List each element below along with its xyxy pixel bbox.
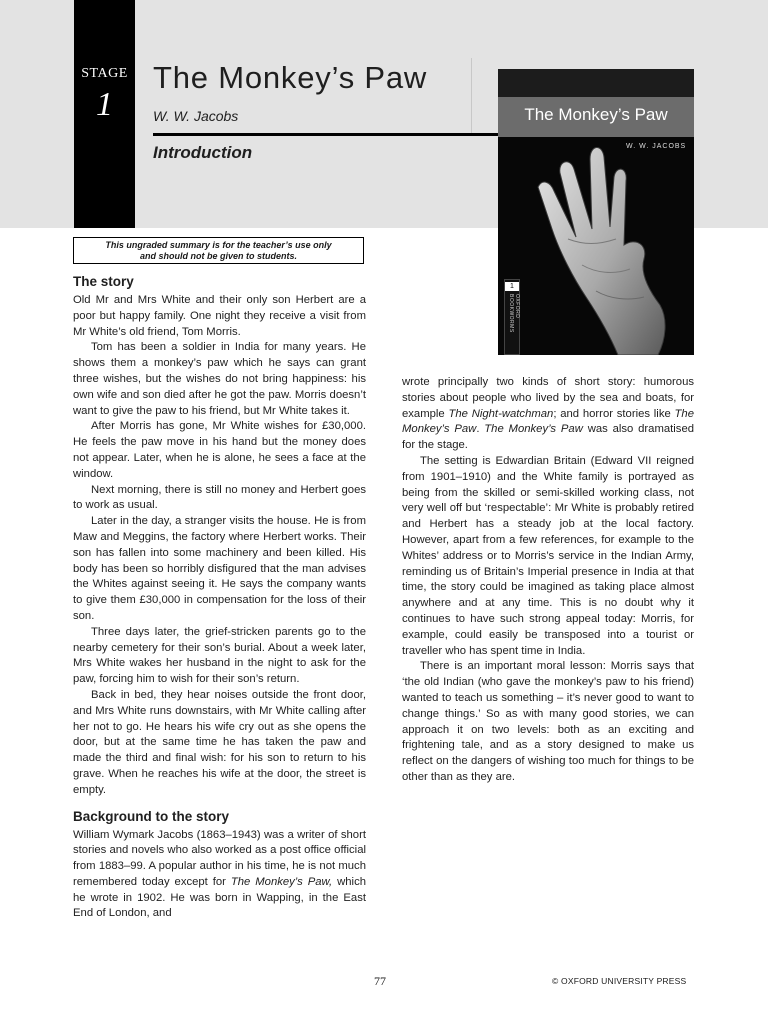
story-paragraph: After Morris has gone, Mr White wishes for £30,000. He feels the paw move in his hand but the money does not appear. Later, when he is alone, he sees a face at the window. bbox=[73, 420, 366, 480]
page-number: 77 bbox=[374, 974, 386, 988]
text-run: which he wrote in 1902. He was born in Wapping, in the East End of London, and bbox=[73, 875, 366, 920]
story-paragraph: Three days later, the grief-stricken parents go to the nearby cemetery for their son’s burial. About a week later, Mrs White wakes her husband in the night to ask for the paw, forcing him to wish for their son’s return. bbox=[73, 625, 366, 686]
left-column bbox=[73, 273, 366, 922]
background-paragraph: The setting is Edwardian Britain (Edward VII reigned from 1901–1910) and the White family is portrayed as being from the skilled or semi-skilled working class, not very well off but ‘respectable’: Mr White is probably retired and Herbert has a steady job at the local factory. However, apart from a few references, for example to the Whites’ address or to Morris’s service in the Indian Army, reminding us of Britain’s Imperial presence in India at that time, the story could be imagined as taking place almost anywhere and at any time. This is no doubt why it continues to have such strong appeal today: Morris, for example, could easily be transposed into a tourist or traveller who has spent time in India. bbox=[402, 454, 694, 657]
text-run: William Wymark Jacobs (1863–1943) was a writer of short stories and novels who also worked as a post office official from 1883–99. A popular author in his time, he is not much remembered today except for bbox=[73, 828, 366, 888]
stage-number: 1 bbox=[96, 86, 113, 123]
background-paragraph bbox=[73, 828, 366, 923]
right-column bbox=[402, 375, 694, 786]
book-cover-image bbox=[498, 69, 694, 355]
cover-stage-number: 1 bbox=[505, 282, 519, 291]
monkey-paw-illustration bbox=[498, 69, 694, 355]
book-title-italic: The Night-watchman bbox=[448, 407, 554, 420]
story-paragraph: Back in bed, they hear noises outside the front door, and Mrs White runs downstairs, with Mr White calling after her not to go. He hears his wife cry out as she opens the door, but at the same time he has taken the paw and made the third and final wish: for his son to return to his grave. When he reaches his wife at the door, the street is empty. bbox=[73, 688, 366, 796]
cover-series-spine bbox=[504, 279, 520, 355]
cover-series-label: OXFORD BOOKWORMS bbox=[508, 294, 520, 333]
background-heading: Background to the story bbox=[73, 808, 230, 824]
notice-line-1: This ungraded summary is for the teacher’s use only bbox=[105, 240, 332, 250]
story-heading: The story bbox=[73, 274, 134, 289]
publisher-credit: © OXFORD UNIVERSITY PRESS bbox=[552, 976, 687, 986]
text-run: wrote principally two kinds of short story: humorous stories about people who lived by the sea and boats, for example bbox=[402, 376, 694, 420]
book-title-italic: The Monkey’s Paw bbox=[402, 407, 694, 436]
page-title: The Monkey’s Paw bbox=[153, 60, 428, 95]
text-run: ; and horror stories like bbox=[553, 407, 675, 420]
author-name: W. W. Jacobs bbox=[153, 108, 239, 124]
title-rule bbox=[153, 133, 499, 136]
text-run: was also dramatised for the stage. bbox=[402, 423, 695, 452]
story-paragraph: Next morning, there is still no money and Herbert goes to work as usual. bbox=[73, 483, 366, 512]
background-paragraph: There is an important moral lesson: Morris says that ‘the old Indian (who gave the monkey’s paw to his friend) wanted to teach us something – it’s never good to want to change things.’ So as with many good stories, we can approach it on two levels: both as an exciting and frightening tale, and as a story designed to make us reflect on the dangers of wishing too much for things to be other than as they are. bbox=[402, 660, 694, 783]
cover-title: The Monkey’s Paw bbox=[524, 105, 668, 124]
background-paragraph bbox=[402, 375, 694, 454]
teacher-notice bbox=[73, 237, 364, 264]
story-paragraph: Old Mr and Mrs White and their only son Herbert are a poor but happy family. One night they receive a visit from Mr White’s old friend, Tom Morris. bbox=[73, 294, 366, 338]
notice-line-2: and should not be given to students. bbox=[140, 250, 297, 261]
stage-label: STAGE bbox=[81, 66, 128, 81]
book-title-italic: The Monkey’s Paw, bbox=[230, 875, 333, 888]
text-run: . bbox=[476, 423, 485, 436]
stage-badge bbox=[74, 0, 135, 228]
cover-author: W. W. JACOBS bbox=[626, 143, 687, 150]
header-divider bbox=[471, 58, 472, 134]
book-title-italic: The Monkey’s Paw bbox=[484, 423, 583, 436]
section-heading: Introduction bbox=[153, 143, 253, 162]
story-paragraph: Tom has been a soldier in India for many years. He shows them a monkey’s paw which he says can grant three wishes, but the wishes do not bring happiness: his own wife and son died after he got the paw. Morris doesn’t want to give the paw to his friend, but Mr White takes it. bbox=[73, 341, 366, 417]
story-paragraph: Later in the day, a stranger visits the house. He is from Maw and Meggins, the factory where Herbert works. Their son has fallen into some machinery and been killed. His body has been so horribly disfigured that the man advises the Whites against seeing it. He says the company wants to give them £30,000 in compensation for the loss of their son. bbox=[73, 515, 366, 622]
